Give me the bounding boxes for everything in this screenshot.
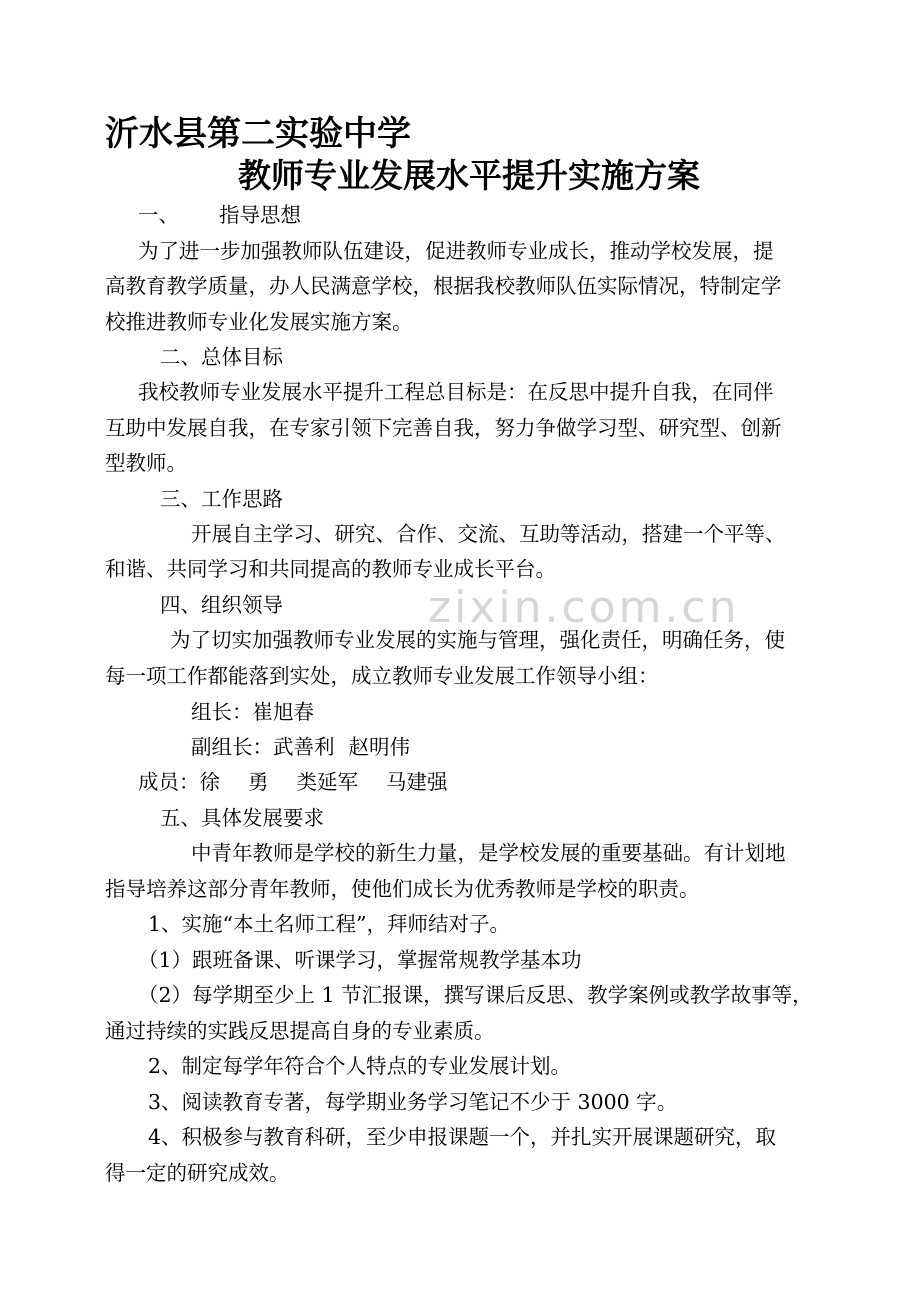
group-members (138, 770, 448, 794)
requirement-1-2-line-2: 通过持续的实践反思提高自身的专业素质。 (105, 1019, 495, 1043)
deputy-leader-1: 副组长：武善利 (191, 735, 335, 759)
section-1-title: 指导思想 (219, 203, 301, 227)
group-leader: 组长：崔旭春 (191, 700, 314, 724)
section-2-line-1: 我校教师专业发展水平提升工程总目标是：在反思中提升自我，在同伴 (138, 380, 774, 404)
deputy-leader-2: 赵明伟 (348, 735, 410, 759)
member-2: 类延军 (296, 770, 358, 794)
deputy-leaders (191, 735, 410, 759)
section-2-line-3: 型教师。 (105, 451, 187, 475)
watermark: zixin.com.cn (428, 582, 740, 633)
section-5-heading: 五、具体发展要求 (160, 806, 324, 830)
member-1-tail: 勇 (248, 770, 269, 794)
school-title: 沂水县第二实验中学 (105, 114, 411, 154)
section-3-line-1: 开展自主学习、研究、合作、交流、互助等活动，搭建一个平等、 (191, 522, 786, 546)
section-4-heading: 四、组织领导 (160, 593, 283, 617)
section-1-line-2: 高教育教学质量，办人民满意学校，根据我校教师队伍实际情况，特制定学 (105, 274, 782, 298)
section-5-line-1: 中青年教师是学校的新生力量，是学校发展的重要基础。有计划地 (191, 841, 786, 865)
section-2-heading: 二、总体目标 (160, 345, 283, 369)
requirement-4-line-1: 4、积极参与教育科研，至少申报课题一个，并扎实开展课题研究，取 (148, 1125, 777, 1149)
section-4-line-1: 为了切实加强教师专业发展的实施与管理，强化责任，明确任务，使 (170, 628, 785, 652)
requirement-1: 1、实施“本土名师工程”，拜师结对子。 (148, 912, 511, 936)
section-1-line-1: 为了进一步加强教师队伍建设，促进教师专业成长，推动学校发展，提 (138, 239, 774, 263)
requirement-1-2-line-1: （2）每学期至少上 1 节汇报课，撰写课后反思、教学案例或教学故事等， (138, 983, 813, 1007)
plan-title: 教师专业发展水平提升实施方案 (238, 156, 700, 195)
section-1-heading (138, 203, 301, 227)
section-5-line-2: 指导培养这部分青年教师，使他们成长为优秀教师是学校的职责。 (105, 877, 700, 901)
section-1-line-3: 校推进教师专业化发展实施方案。 (105, 310, 413, 334)
section-3-heading: 三、工作思路 (160, 487, 283, 511)
requirement-1-1: （1）跟班备课、听课学习，掌握常规教学基本功 (138, 948, 582, 972)
section-4-line-2: 每一项工作都能落到实处，成立教师专业发展工作领导小组： (105, 664, 659, 688)
member-3: 马建强 (386, 770, 448, 794)
section-3-line-2: 和谐、共同学习和共同提高的教师专业成长平台。 (105, 557, 556, 581)
requirement-2: 2、制定每学年符合个人特点的专业发展计划。 (148, 1054, 572, 1078)
requirement-4-line-2: 得一定的研究成效。 (105, 1161, 290, 1185)
requirement-3: 3、阅读教育专著，每学期业务学习笔记不少于 3000 字。 (148, 1090, 678, 1114)
section-1-number: 一、 (138, 203, 179, 227)
member-label-1: 成员：徐 (138, 770, 220, 794)
section-2-line-2: 互助中发展自我，在专家引领下完善自我，努力争做学习型、研究型、创新 (105, 416, 782, 440)
